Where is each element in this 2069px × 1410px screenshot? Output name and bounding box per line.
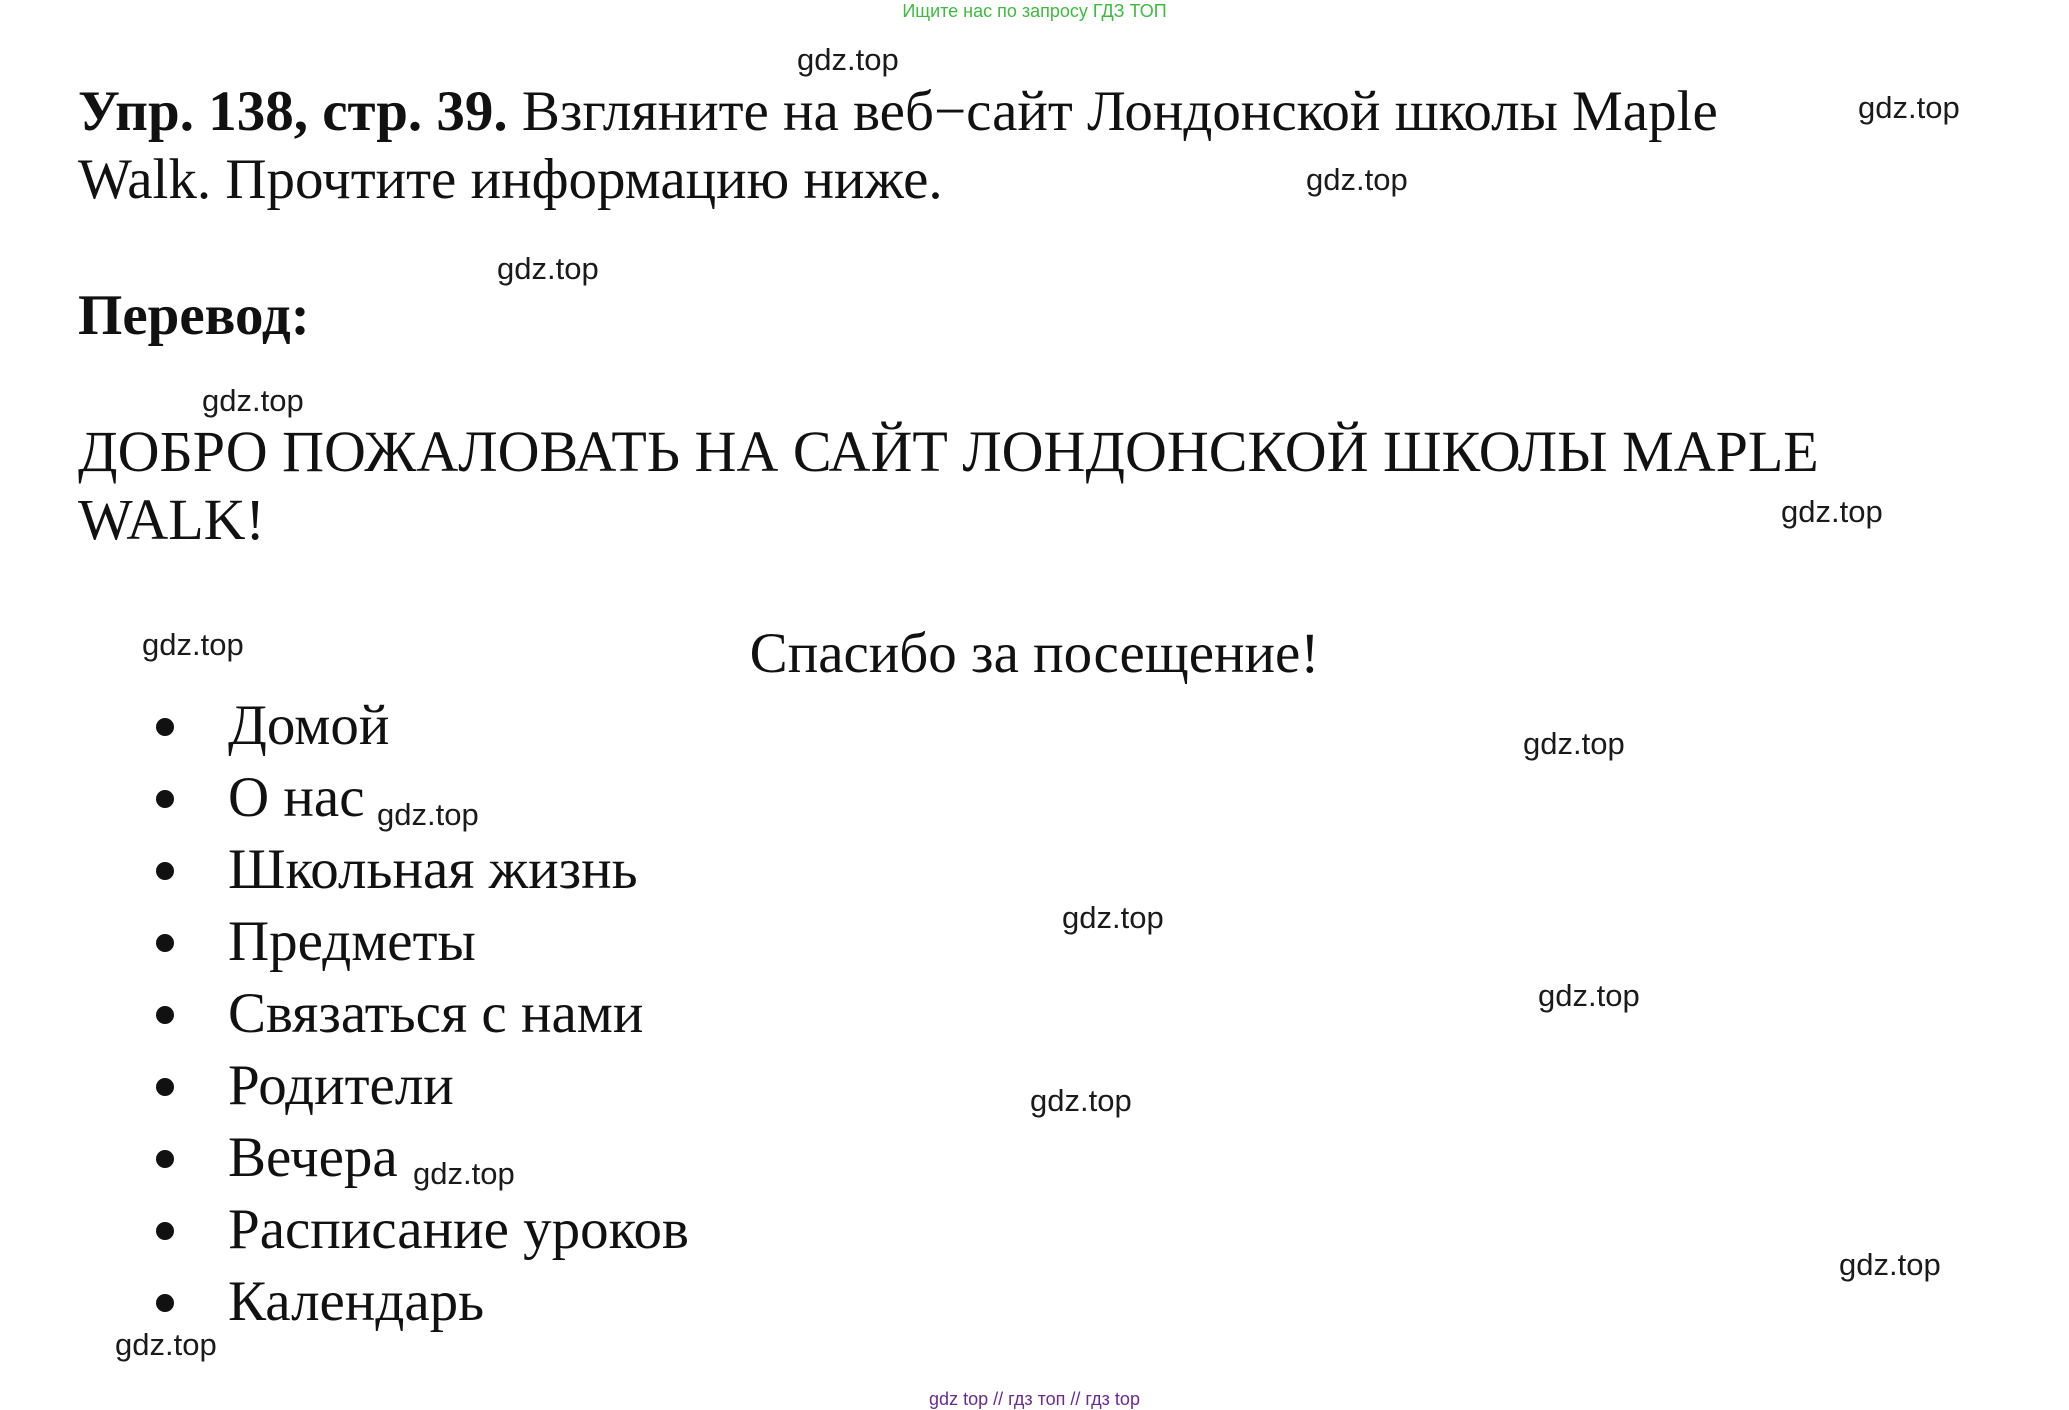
menu-item-label: Связаться с нами	[228, 982, 644, 1045]
menu-item-label: Вечера	[228, 1126, 398, 1189]
watermark: gdz.top	[1839, 1247, 1941, 1282]
watermark: gdz.top	[377, 797, 479, 832]
bullet-icon	[156, 1222, 174, 1240]
list-item	[150, 1266, 689, 1338]
exercise-instruction: Взгляните на веб−сайт Лондонской школы Maple Walk. Прочтите информацию ниже.	[78, 80, 1718, 211]
bullet-icon	[156, 790, 174, 808]
list-item	[150, 690, 689, 762]
list-item	[150, 906, 689, 978]
watermark: gdz.top	[115, 1327, 217, 1362]
bullet-icon	[156, 1150, 174, 1168]
exercise-heading	[78, 78, 1838, 214]
bullet-icon	[156, 1078, 174, 1096]
watermark: gdz.top	[1781, 494, 1883, 529]
footer-text: gdz top // гдз топ // гдз top	[929, 1389, 1140, 1409]
watermark: gdz.top	[497, 251, 599, 286]
watermark: gdz.top	[797, 42, 899, 77]
watermark: gdz.top	[1523, 726, 1625, 761]
thanks-text: Спасибо за посещение!	[749, 622, 1320, 685]
bullet-icon	[156, 1006, 174, 1024]
menu-item-label: Календарь	[228, 1270, 485, 1333]
list-item	[150, 978, 689, 1050]
menu-item-label: Расписание уроков	[228, 1198, 689, 1261]
menu-item-label: Родители	[228, 1054, 454, 1117]
watermark: gdz.top	[1538, 978, 1640, 1013]
watermark: gdz.top	[142, 627, 244, 662]
watermark: gdz.top	[1062, 900, 1164, 935]
watermark: gdz.top	[413, 1156, 515, 1191]
watermark: gdz.top	[1858, 90, 1960, 125]
welcome-text: ДОБРО ПОЖАЛОВАТЬ НА САЙТ ЛОНДОНСКОЙ ШКОЛЫ MAPLE WALK!	[78, 419, 1819, 552]
exercise-number: Упр. 138, стр. 39.	[78, 80, 508, 143]
bullet-icon	[156, 934, 174, 952]
list-item	[150, 1050, 689, 1122]
translation-label: Перевод:	[78, 284, 310, 347]
menu-item-label: Предметы	[228, 910, 476, 973]
menu-item-label: Школьная жизнь	[228, 838, 638, 901]
list-item	[150, 1194, 689, 1266]
menu-item-label: Домой	[228, 694, 390, 757]
bullet-icon	[156, 862, 174, 880]
menu-list	[150, 690, 689, 1338]
menu-item-label: О нас	[228, 766, 365, 829]
watermark: gdz.top	[202, 383, 304, 418]
top-banner: Ищите нас по запросу ГДЗ ТОП	[902, 1, 1167, 21]
bullet-icon	[156, 718, 174, 736]
watermark: gdz.top	[1306, 162, 1408, 197]
list-item	[150, 834, 689, 906]
bullet-icon	[156, 1294, 174, 1312]
watermark: gdz.top	[1030, 1083, 1132, 1118]
